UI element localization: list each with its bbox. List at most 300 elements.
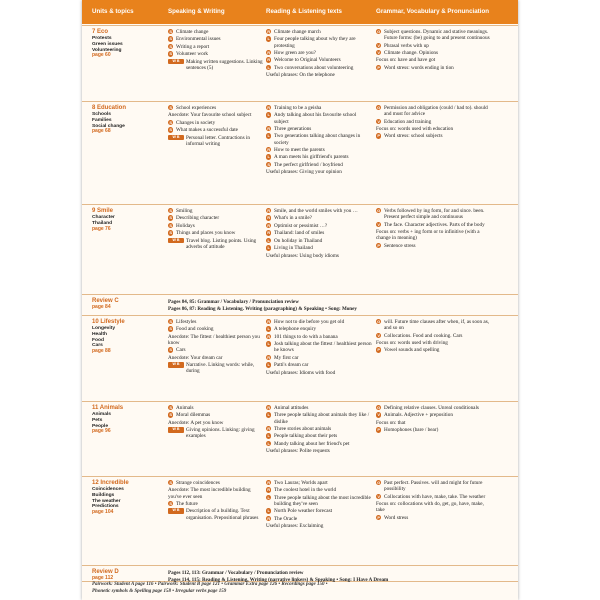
- list-item: [266, 126, 372, 132]
- item-text: How to meet the parents: [274, 146, 325, 153]
- unit-row: [82, 401, 518, 477]
- table-header: [82, 0, 518, 24]
- unit-cell: [92, 319, 160, 355]
- section-badge-icon: S: [169, 127, 173, 133]
- plain-item: [376, 340, 492, 346]
- item-text: Focus on: collocations with do, get, go, have, make, take: [376, 500, 484, 514]
- plain-item: [168, 355, 265, 361]
- list-item: [376, 105, 492, 117]
- writing-badge-icon: W B: [168, 59, 184, 64]
- item-text: Homophones (bare / bear): [384, 427, 439, 434]
- list-item: [266, 426, 372, 432]
- item-text: Description of a building. Text organisation. Prepositional phrases: [186, 508, 259, 521]
- reading-cell: [266, 105, 372, 177]
- section-badge-icon: S: [169, 119, 173, 125]
- item-text: Training to be a geisha: [274, 105, 322, 111]
- plain-item: [266, 370, 372, 376]
- header-grammar: Grammar, Vocabulary & Pronunciation: [376, 8, 490, 15]
- section-badge-icon: G: [377, 105, 381, 110]
- item-text: A man meets his girlfriend's parents: [274, 154, 349, 161]
- list-item: [168, 405, 265, 411]
- item-text: Focus on: words used with education: [376, 125, 454, 132]
- speaking-cell: [168, 480, 265, 522]
- list-item: [266, 495, 372, 507]
- review-line-2: Pages 114, 115: Reading & Listening. Writing (narrative linkers) & Speaking • Song: I Have A Dream: [168, 576, 389, 583]
- item-text: Giving opinions. Linking: giving examples: [186, 427, 255, 440]
- item-text: Useful phrases: On the telephone: [266, 72, 335, 79]
- section-badge-icon: S: [169, 29, 173, 34]
- footer-line-2: Phonetic symbols & Spelling page 158 • Irregular verbs page 159: [92, 588, 227, 594]
- header-units: Units & topics: [92, 8, 134, 15]
- list-item: [266, 319, 372, 325]
- item-text: Focus on: that: [376, 419, 406, 426]
- item-text: What makes a successful date: [176, 127, 238, 134]
- section-badge-icon: S: [267, 161, 271, 167]
- section-badge-icon: L: [267, 64, 270, 70]
- item-text: Climate change: [176, 29, 209, 35]
- unit-topic: Green issues: [92, 41, 123, 47]
- writing-item: [168, 508, 265, 520]
- review-text: [168, 299, 508, 312]
- reading-cell: [266, 29, 372, 80]
- list-item: [266, 223, 372, 229]
- item-text: Permission and obligation (could / had to). should and must for advice: [384, 105, 488, 118]
- list-item: [266, 50, 372, 56]
- list-item: [168, 36, 265, 42]
- item-text: Three generations: [274, 125, 312, 132]
- writing-badge-icon: W B: [168, 427, 184, 432]
- list-item: [266, 480, 372, 486]
- unit-topic: Protests: [92, 36, 112, 42]
- reading-cell: [266, 208, 372, 260]
- section-badge-icon: P: [377, 133, 381, 139]
- item-text: Two generations talking about changes in society: [274, 133, 361, 146]
- item-text: My first car: [274, 354, 299, 361]
- section-badge-icon: S: [169, 105, 173, 110]
- item-text: The future: [176, 500, 198, 507]
- speaking-cell: [168, 208, 265, 251]
- item-text: The face. Character adjectives. Parts of the body: [384, 221, 485, 228]
- list-item: [266, 238, 372, 244]
- unit-topic: Cars: [92, 343, 103, 349]
- unit-topic: Buildings: [92, 492, 115, 498]
- section-badge-icon: G: [377, 480, 381, 485]
- section-badge-icon: S: [169, 230, 173, 236]
- unit-page-link[interactable]: page 68: [92, 128, 111, 135]
- footer: [92, 582, 512, 596]
- item-text: North Pole weather forecast: [274, 508, 333, 515]
- section-badge-icon: R: [267, 222, 271, 228]
- item-text: Changes in society: [176, 119, 216, 126]
- item-text: Anecdote: Your favourite school subject: [168, 112, 252, 119]
- section-badge-icon: S: [169, 500, 173, 506]
- list-item: [376, 133, 492, 139]
- item-text: Four people talking about why they are protesting: [274, 36, 356, 49]
- unit-cell: [92, 480, 160, 516]
- item-text: Past perfect. Passives. will and might for future possibility: [384, 480, 483, 493]
- item-text: Travel blog. Listing points. Using adverbs of attitude: [186, 237, 257, 250]
- item-text: People talking about their pets: [274, 433, 338, 440]
- unit-title: 11 Animals: [92, 405, 124, 411]
- list-item: [376, 222, 492, 228]
- item-text: Three stories about animals: [274, 425, 332, 432]
- item-text: The coolest hotel in the world: [274, 487, 337, 494]
- plain-item: [168, 334, 265, 346]
- item-text: Climate change march: [274, 29, 321, 35]
- section-badge-icon: L: [267, 133, 270, 139]
- list-item: [266, 105, 372, 111]
- item-text: Anecdote: A pet you know: [168, 419, 224, 426]
- section-badge-icon: R: [267, 57, 271, 63]
- list-item: [266, 36, 372, 48]
- item-text: Focus on: have and have got: [376, 57, 436, 64]
- item-text: Defining relative clauses. Unreal conditionals: [384, 405, 479, 411]
- item-text: The Oracle: [274, 515, 298, 522]
- section-badge-icon: S: [169, 222, 173, 228]
- reading-cell: [266, 319, 372, 377]
- item-text: will. Future time clauses after when, if, as soon as, and so on: [384, 319, 490, 332]
- section-badge-icon: S: [169, 412, 173, 418]
- item-text: Collocations. Food and cooking. Cars: [384, 332, 463, 339]
- section-badge-icon: V: [377, 118, 381, 124]
- item-text: Three people talking about the most incredible building they've seen: [274, 494, 371, 507]
- writing-badge-icon: W B: [168, 362, 184, 367]
- item-text: Word stress: words ending in tion: [384, 64, 454, 71]
- writing-item: [168, 59, 265, 71]
- list-item: [168, 223, 265, 229]
- list-item: [266, 355, 372, 361]
- unit-row: [82, 101, 518, 205]
- section-badge-icon: G: [377, 29, 381, 34]
- list-item: [168, 120, 265, 126]
- section-badge-icon: V: [377, 412, 381, 418]
- section-badge-icon: L: [267, 433, 270, 439]
- section-badge-icon: S: [169, 215, 173, 221]
- list-item: [168, 44, 265, 50]
- section-badge-icon: P: [377, 242, 381, 248]
- list-item: [168, 347, 265, 353]
- section-badge-icon: S: [169, 51, 173, 57]
- section-badge-icon: V: [377, 493, 381, 499]
- item-text: Narrative. Linking words: while, during: [186, 362, 255, 375]
- unit-title: 8 Education: [92, 105, 127, 111]
- unit-cell: [92, 29, 160, 59]
- item-text: Subject questions. Dynamic and stative meanings. Future forms: (be) going to and present continuous: [384, 29, 490, 42]
- section-badge-icon: L: [267, 245, 270, 251]
- item-text: Smiling: [176, 208, 193, 214]
- writing-item: [168, 362, 265, 374]
- grammar-cell: [376, 208, 492, 250]
- item-text: The perfect girlfriend / boyfriend: [274, 161, 343, 168]
- review-page-link[interactable]: page 84: [92, 304, 111, 311]
- item-text: School experiences: [176, 105, 217, 111]
- unit-topic: Animals: [92, 412, 112, 418]
- section-badge-icon: R: [267, 333, 271, 339]
- plain-item: [266, 169, 372, 175]
- item-text: On holiday in Thailand: [274, 237, 323, 244]
- speaking-cell: [168, 105, 265, 148]
- unit-title: 7 Eco: [92, 29, 109, 35]
- section-badge-icon: L: [267, 36, 270, 42]
- list-item: [266, 487, 372, 493]
- unit-cell: [92, 208, 160, 233]
- section-badge-icon: R: [267, 515, 271, 521]
- item-text: Animals. Adjective + preposition: [384, 412, 453, 419]
- item-text: How not to die before you get old: [274, 319, 345, 325]
- list-item: [266, 29, 372, 35]
- section-badge-icon: L: [267, 508, 270, 514]
- list-item: [266, 133, 372, 145]
- list-item: [266, 508, 372, 514]
- unit-topic: Schools: [92, 112, 112, 118]
- unit-title: 9 Smile: [92, 208, 114, 214]
- item-text: What's in a smile?: [274, 215, 312, 222]
- grammar-cell: [376, 405, 492, 435]
- section-badge-icon: R: [267, 146, 271, 152]
- item-text: Strange coincidences: [176, 480, 220, 486]
- section-badge-icon: V: [377, 221, 381, 227]
- list-item: [266, 433, 372, 439]
- grammar-cell: [376, 29, 492, 72]
- unit-row: [82, 25, 518, 102]
- list-item: [376, 515, 492, 521]
- section-badge-icon: L: [267, 362, 270, 368]
- section-badge-icon: G: [377, 405, 381, 410]
- list-item: [376, 243, 492, 249]
- section-badge-icon: L: [267, 440, 270, 446]
- item-text: Environmental issues: [176, 36, 221, 43]
- list-item: [376, 65, 492, 71]
- item-text: Things and places you know: [176, 230, 236, 237]
- section-badge-icon: L: [267, 237, 270, 243]
- list-item: [376, 412, 492, 418]
- unit-row: [82, 315, 518, 402]
- item-text: Smile, and the world smiles with you …: [274, 208, 358, 214]
- review-line-1: Pages 84, 85: Grammar / Vocabulary / Pronunciation review: [168, 299, 299, 305]
- item-text: Word stress: school subjects: [384, 133, 443, 140]
- list-item: [376, 208, 492, 220]
- item-text: Two Lauras; Worlds apart: [274, 480, 328, 486]
- section-badge-icon: R: [267, 215, 271, 221]
- section-badge-icon: P: [377, 427, 381, 433]
- section-badge-icon: S: [169, 326, 173, 332]
- section-badge-icon: V: [377, 49, 381, 55]
- list-item: [266, 215, 372, 221]
- item-text: Describing character: [176, 215, 220, 222]
- section-badge-icon: S: [169, 405, 173, 410]
- list-item: [266, 154, 372, 160]
- item-text: Two conversations about volunteering: [274, 64, 354, 71]
- speaking-cell: [168, 29, 265, 72]
- list-item: [376, 50, 492, 56]
- header-speaking: Speaking & Writing: [168, 8, 225, 15]
- list-item: [168, 501, 265, 507]
- list-item: [168, 230, 265, 236]
- list-item: [376, 29, 492, 41]
- list-item: [266, 412, 372, 424]
- review-page-link[interactable]: page 112: [92, 575, 114, 582]
- item-text: Making written suggestions. Linking sentences (5): [186, 58, 263, 71]
- item-text: Vowel sounds and spelling: [384, 347, 440, 354]
- list-item: [376, 333, 492, 339]
- review-cell: [92, 569, 160, 582]
- item-text: Andy talking about his favourite school subject: [274, 112, 357, 125]
- section-badge-icon: R: [267, 487, 271, 493]
- plain-item: [168, 112, 265, 118]
- list-item: [266, 441, 372, 447]
- item-text: Holidays: [176, 222, 195, 229]
- section-badge-icon: L: [267, 326, 270, 332]
- section-badge-icon: V: [377, 332, 381, 338]
- review-cell: [92, 298, 160, 311]
- unit-topic: Families: [92, 117, 112, 123]
- section-badge-icon: R: [267, 480, 271, 485]
- item-text: Cars: [176, 347, 186, 354]
- section-badge-icon: G: [377, 319, 381, 324]
- list-item: [266, 245, 372, 251]
- list-item: [376, 347, 492, 353]
- item-text: Anecdote: The most incredible building you've ever seen: [168, 487, 251, 500]
- contents-page: [82, 0, 518, 600]
- plain-item: [376, 57, 492, 63]
- list-item: [266, 326, 372, 332]
- unit-topic: Longevity: [92, 326, 116, 332]
- unit-page-link[interactable]: page 96: [92, 428, 111, 435]
- unit-cell: [92, 105, 160, 135]
- section-badge-icon: G: [377, 208, 381, 213]
- section-badge-icon: V: [377, 42, 381, 48]
- item-text: Phrasal verbs with up: [384, 42, 429, 49]
- unit-topic: Thailand: [92, 220, 113, 226]
- unit-topic: People: [92, 423, 109, 429]
- review-line-2: Pages 86, 87: Reading & Listening. Writing (paragraphing) & Speaking • Song: Money: [168, 305, 357, 312]
- list-item: [376, 427, 492, 433]
- plain-item: [168, 420, 265, 426]
- list-item: [168, 105, 265, 111]
- list-item: [266, 516, 372, 522]
- list-item: [376, 319, 492, 331]
- unit-page-link[interactable]: page 104: [92, 509, 114, 516]
- item-text: Useful phrases: Polite requests: [266, 448, 330, 455]
- section-badge-icon: L: [267, 112, 270, 118]
- writing-badge-icon: W B: [168, 238, 184, 243]
- list-item: [266, 230, 372, 236]
- section-badge-icon: R: [267, 49, 271, 55]
- review-row: [82, 294, 518, 316]
- list-item: [266, 405, 372, 411]
- list-item: [168, 326, 265, 332]
- section-badge-icon: R: [267, 230, 271, 236]
- section-badge-icon: R: [267, 405, 271, 410]
- plain-item: [376, 501, 492, 513]
- item-text: Anecdote: The fittest / healthiest person you know: [168, 333, 260, 346]
- review-line-1: Pages 112, 113: Grammar / Vocabulary / Pronunciation review: [168, 570, 304, 576]
- reading-cell: [266, 480, 372, 531]
- unit-page-link[interactable]: page 88: [92, 348, 111, 355]
- item-text: 101 things to do with a banana: [274, 333, 338, 340]
- plain-item: [376, 229, 492, 241]
- footer-line-1: Pairwork: Student A page 116 • Pairwork: Student B page 121 • Grammar Extra page 126 • Recordings page 150 •: [92, 582, 328, 587]
- item-text: Sentence stress: [384, 242, 416, 249]
- grammar-cell: [376, 480, 492, 522]
- unit-title: 12 Incredible: [92, 480, 129, 486]
- list-item: [266, 334, 372, 340]
- writing-item: [168, 135, 265, 147]
- section-badge-icon: R: [267, 425, 271, 431]
- unit-topic: The weather: [92, 498, 121, 504]
- item-text: A telephone enquiry: [274, 326, 317, 333]
- unit-row: [82, 204, 518, 295]
- item-text: Patti's dream car: [274, 362, 309, 369]
- item-text: Animal attitudes: [274, 405, 309, 411]
- section-badge-icon: P: [377, 347, 381, 353]
- list-item: [376, 43, 492, 49]
- list-item: [168, 215, 265, 221]
- section-badge-icon: S: [169, 43, 173, 49]
- item-text: Lifestyles: [176, 319, 197, 325]
- item-text: Useful phrases: Idioms with food: [266, 369, 336, 376]
- grammar-cell: [376, 319, 492, 355]
- review-title: Review C: [92, 298, 119, 304]
- plain-item: [168, 487, 265, 499]
- unit-topic: Character: [92, 215, 115, 221]
- list-item: [376, 405, 492, 411]
- section-badge-icon: R: [267, 319, 271, 324]
- list-item: [266, 341, 372, 353]
- section-badge-icon: L: [267, 494, 270, 500]
- item-text: Moral dilemmas: [176, 412, 211, 419]
- list-item: [376, 494, 492, 500]
- plain-item: [266, 72, 372, 78]
- item-text: Word stress: [384, 514, 409, 521]
- unit-topic: Health: [92, 331, 107, 337]
- plain-item: [376, 420, 492, 426]
- section-badge-icon: L: [267, 154, 270, 160]
- list-item: [266, 208, 372, 214]
- plain-item: [266, 523, 372, 529]
- unit-topic: Coincidences: [92, 487, 124, 493]
- section-badge-icon: R: [267, 208, 271, 213]
- item-text: Useful phrases: Giving your opinion: [266, 169, 342, 176]
- header-reading: Reading & Listening texts: [266, 8, 342, 15]
- plain-item: [266, 253, 372, 259]
- writing-badge-icon: W B: [168, 508, 184, 513]
- review-row: [82, 565, 518, 582]
- section-badge-icon: S: [169, 319, 173, 324]
- list-item: [266, 362, 372, 368]
- section-badge-icon: S: [169, 480, 173, 485]
- item-text: Climate change. Opinions: [384, 49, 439, 56]
- item-text: Thailand: land of smiles: [274, 230, 325, 237]
- list-item: [168, 29, 265, 35]
- item-text: Three people talking about animals they like / dislike: [274, 412, 370, 425]
- item-text: Writing a report: [176, 43, 210, 50]
- unit-page-link[interactable]: page 60: [92, 52, 111, 59]
- item-text: Mandy talking about her friend's pet: [274, 440, 350, 447]
- item-text: Animals: [176, 405, 194, 411]
- writing-item: [168, 238, 265, 250]
- list-item: [266, 65, 372, 71]
- item-text: Food and cooking: [176, 326, 214, 333]
- list-item: [266, 162, 372, 168]
- list-item: [266, 57, 372, 63]
- unit-page-link[interactable]: page 76: [92, 225, 111, 232]
- section-badge-icon: R: [267, 29, 271, 34]
- unit-topic: Volunteering: [92, 47, 122, 53]
- section-badge-icon: L: [267, 341, 270, 347]
- list-item: [168, 208, 265, 214]
- unit-title: 10 Lifestyle: [92, 319, 125, 325]
